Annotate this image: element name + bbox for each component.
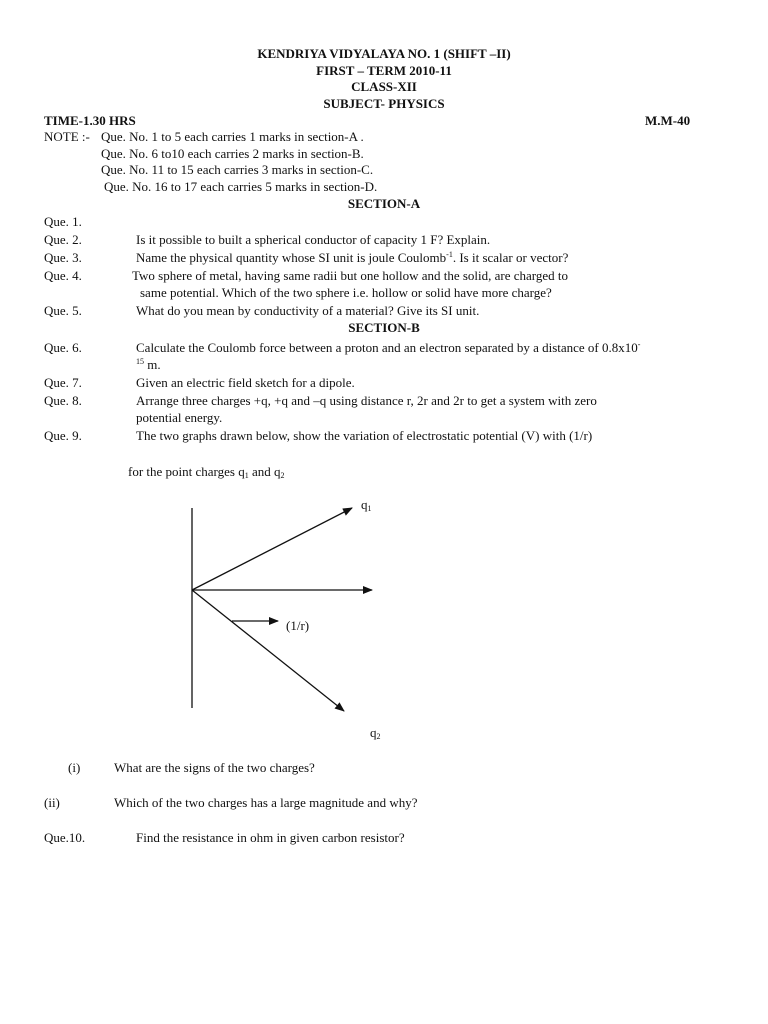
question-text: potential energy. — [136, 410, 223, 425]
question-number: Que. 6. — [44, 340, 82, 355]
q1-label: $q_1$ — [361, 497, 372, 513]
note-line: Que. No. 11 to 15 each carries 3 marks in section-C. — [101, 162, 374, 177]
term-title: FIRST – TERM 2010-11 — [316, 63, 452, 78]
axis-label: (1/r) — [286, 618, 310, 633]
subscript: 1 — [244, 471, 249, 480]
q2-label: $q_2$ — [370, 725, 381, 741]
question-number: Que. 8. — [44, 393, 82, 408]
class-title: CLASS-XII — [351, 79, 417, 94]
question-text: $^{15}$ m. — [136, 357, 161, 372]
question-text: Is it possible to built a spherical conductor of capacity 1 F? Explain. — [136, 232, 491, 247]
question-text: The two graphs drawn below, show the variation of electrostatic potential (V) with (1/r) — [136, 428, 593, 443]
subpart-number: (ii) — [44, 795, 60, 810]
question-number: Que. 7. — [44, 375, 82, 390]
note-line: Que. No. 16 to 17 each carries 5 marks in section-D. — [104, 179, 378, 194]
superscript: 15 — [136, 357, 144, 366]
school-name: KENDRIYA VIDYALAYA NO. 1 (SHIFT –II) — [257, 46, 511, 61]
question-number: Que. 4. — [44, 268, 82, 283]
superscript: -1 — [446, 250, 453, 259]
time-label: TIME-1.30 HRS — [44, 113, 136, 128]
question-number: Que. 2. — [44, 232, 82, 247]
question-text: Two sphere of metal, having same radii but one hollow and the solid, are charged to — [132, 268, 569, 283]
question-number: Que. 1. — [44, 214, 82, 229]
q1-line — [192, 508, 352, 590]
subscript: 2 — [280, 471, 285, 480]
subpart-number: (i) — [68, 760, 81, 775]
question-text: for the point charges $q_1$ and $q_2$ — [128, 464, 285, 480]
note-line: Que. No. 6 to10 each carries 2 marks in section-B. — [101, 146, 364, 161]
question-text: Arrange three charges +q, +q and –q using distance r, 2r and 2r to get a system with zero — [136, 393, 597, 408]
question-number: Que. 5. — [44, 303, 82, 318]
q2-line — [192, 590, 344, 711]
question-text: Name the physical quantity whose SI unit is joule Coulomb$^{-1}$. Is it scalar or vector? — [136, 250, 569, 265]
note-line: Que. No. 1 to 5 each carries 1 marks in section-A . — [101, 129, 364, 144]
question-text: Calculate the Coulomb force between a proton and an electron separated by a distance of 0.8x10- — [136, 340, 641, 355]
max-marks-label: M.M-40 — [645, 113, 691, 128]
section-b-title: SECTION-B — [348, 320, 420, 335]
question-text: same potential. Which of the two sphere i.e. hollow or solid have more charge? — [140, 285, 552, 300]
subpart-text: Which of the two charges has a large magnitude and why? — [114, 795, 418, 810]
question-text: Given an electric field sketch for a dipole. — [136, 375, 355, 390]
note-prefix: NOTE :- — [44, 129, 90, 144]
question-number: Que.10. — [44, 830, 86, 845]
question-number: Que. 3. — [44, 250, 82, 265]
subject-title: SUBJECT- PHYSICS — [323, 96, 445, 111]
question-number: Que. 9. — [44, 428, 82, 443]
superscript: - — [637, 340, 641, 349]
section-a-title: SECTION-A — [347, 196, 421, 211]
subpart-text: What are the signs of the two charges? — [114, 760, 315, 775]
question-text: Find the resistance in ohm in given carbon resistor? — [136, 830, 405, 845]
question-text: What do you mean by conductivity of a material? Give its SI unit. — [136, 303, 480, 318]
